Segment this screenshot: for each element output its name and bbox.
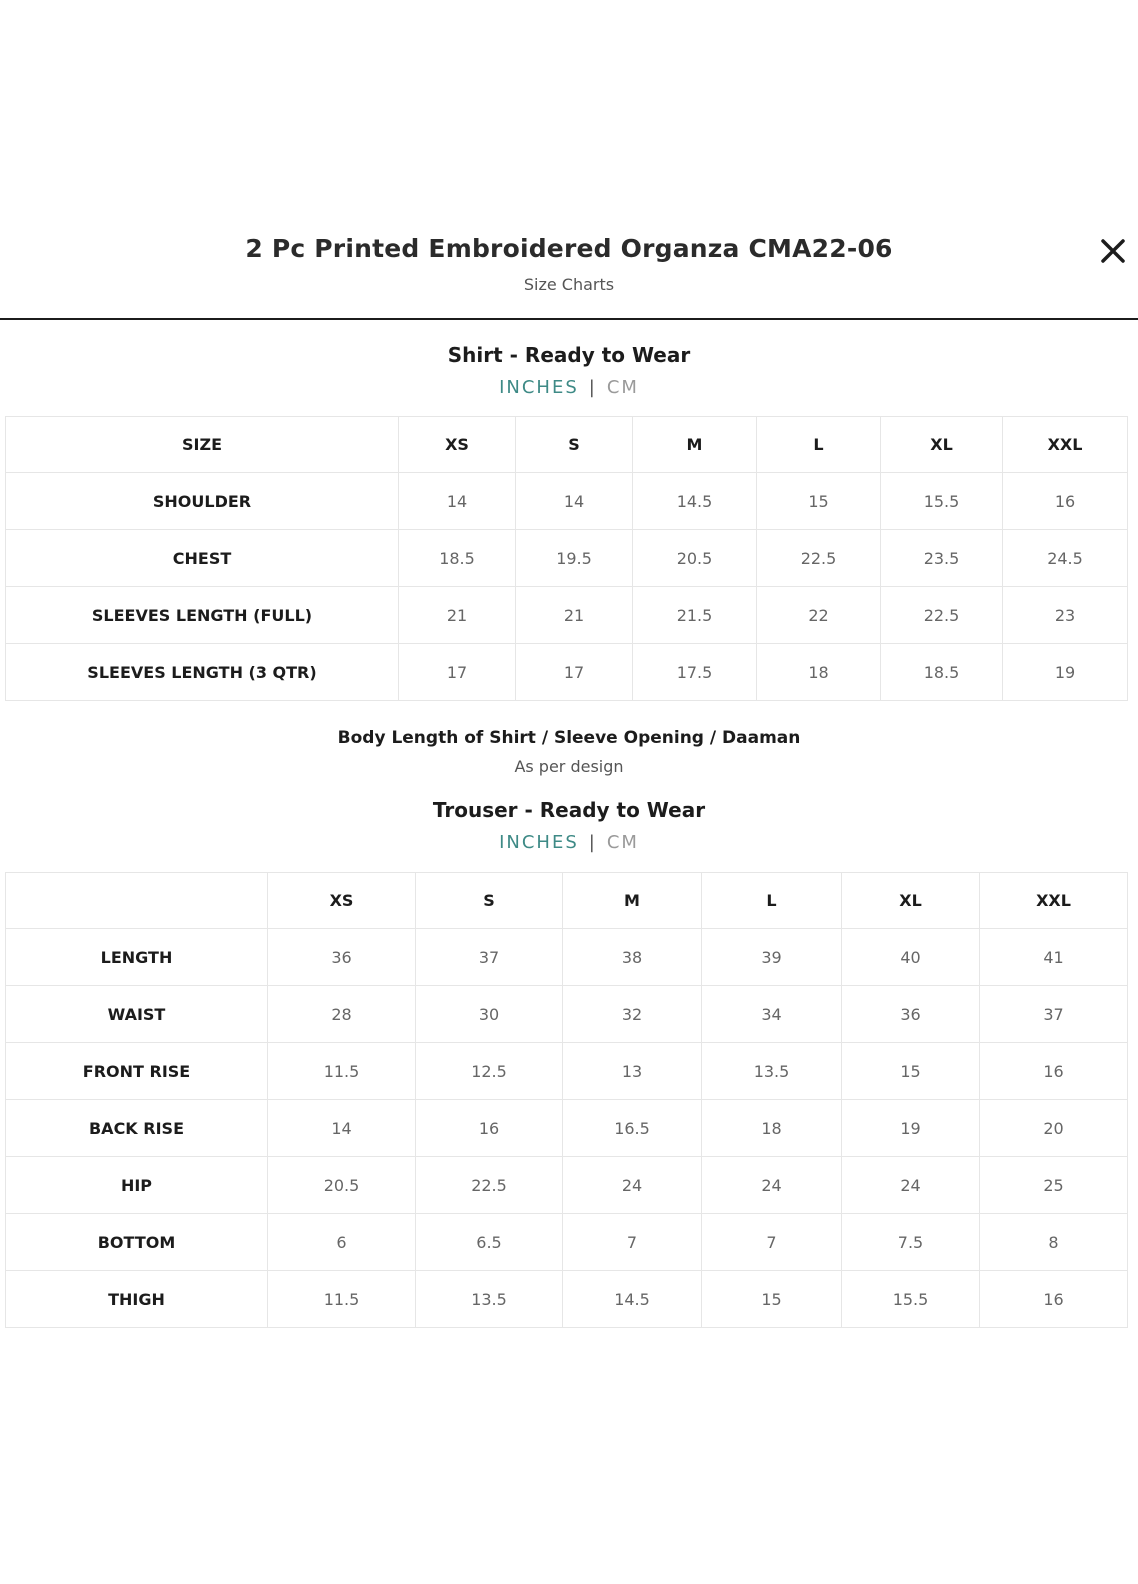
measurement-value: 16	[980, 1043, 1128, 1100]
measurement-label: SLEEVES LENGTH (FULL)	[6, 587, 399, 644]
modal-header	[0, 0, 1138, 320]
trouser-size-table	[5, 872, 1128, 1328]
measurement-value: 24	[563, 1157, 702, 1214]
measurement-value: 14.5	[563, 1271, 702, 1328]
trouser-unit-separator: |	[588, 832, 597, 853]
measurement-value: 14	[268, 1100, 416, 1157]
size-column-header: M	[563, 873, 702, 929]
measurement-value: 22.5	[881, 587, 1003, 644]
measurement-value: 11.5	[268, 1043, 416, 1100]
shirt-unit-inches[interactable]: INCHES	[499, 377, 579, 398]
table-row	[6, 1043, 1128, 1100]
measurement-value: 7	[563, 1214, 702, 1271]
size-column-header: M	[633, 417, 757, 473]
measurement-value: 24	[702, 1157, 842, 1214]
size-column-header: XXL	[980, 873, 1128, 929]
table-row	[6, 1100, 1128, 1157]
measurement-value: 32	[563, 986, 702, 1043]
measurement-value: 41	[980, 929, 1128, 986]
shirt-unit-cm[interactable]: CM	[606, 377, 639, 398]
trouser-unit-cm[interactable]: CM	[606, 832, 639, 853]
measurement-value: 7.5	[842, 1214, 980, 1271]
measurement-value: 12.5	[416, 1043, 563, 1100]
measurement-value: 20.5	[268, 1157, 416, 1214]
measurement-value: 25	[980, 1157, 1128, 1214]
measurement-value: 15	[757, 473, 881, 530]
empty-header-cell	[6, 873, 268, 929]
measurement-label: BOTTOM	[6, 1214, 268, 1271]
table-row	[6, 473, 1128, 530]
table-row	[6, 644, 1128, 701]
measurement-value: 36	[842, 986, 980, 1043]
size-header-cell: SIZE	[6, 417, 399, 473]
measurement-value: 19	[842, 1100, 980, 1157]
measurement-value: 17	[516, 644, 633, 701]
measurement-label: FRONT RISE	[6, 1043, 268, 1100]
measurement-value: 38	[563, 929, 702, 986]
measurement-value: 15.5	[842, 1271, 980, 1328]
size-column-header: S	[416, 873, 563, 929]
measurement-value: 23	[1003, 587, 1128, 644]
measurement-value: 36	[268, 929, 416, 986]
measurement-value: 17	[399, 644, 516, 701]
measurement-value: 14.5	[633, 473, 757, 530]
measurement-label: SHOULDER	[6, 473, 399, 530]
measurement-value: 13.5	[702, 1043, 842, 1100]
measurement-value: 6	[268, 1214, 416, 1271]
trouser-unit-inches[interactable]: INCHES	[499, 832, 579, 853]
measurement-value: 6.5	[416, 1214, 563, 1271]
size-column-header: XS	[399, 417, 516, 473]
measurement-value: 8	[980, 1214, 1128, 1271]
measurement-value: 15	[702, 1271, 842, 1328]
size-column-header: XL	[842, 873, 980, 929]
measurement-label: LENGTH	[6, 929, 268, 986]
measurement-label: THIGH	[6, 1271, 268, 1328]
trouser-section-title: Trouser - Ready to Wear	[432, 798, 706, 822]
measurement-value: 15	[842, 1043, 980, 1100]
measurement-value: 34	[702, 986, 842, 1043]
measurement-value: 24	[842, 1157, 980, 1214]
shirt-size-table	[5, 416, 1128, 701]
measurement-value: 18.5	[399, 530, 516, 587]
shirt-unit-toggle	[0, 377, 1138, 398]
measurement-value: 18	[702, 1100, 842, 1157]
header-divider	[0, 318, 1138, 320]
measurement-value: 16	[1003, 473, 1128, 530]
measurement-value: 22	[757, 587, 881, 644]
table-row	[6, 1214, 1128, 1271]
size-column-header: XL	[881, 417, 1003, 473]
size-column-header: XXL	[1003, 417, 1128, 473]
table-row	[6, 587, 1128, 644]
measurement-value: 39	[702, 929, 842, 986]
measurement-value: 22.5	[757, 530, 881, 587]
table-row	[6, 929, 1128, 986]
measurement-value: 37	[416, 929, 563, 986]
measurement-label: WAIST	[6, 986, 268, 1043]
measurement-value: 17.5	[633, 644, 757, 701]
size-column-header: L	[757, 417, 881, 473]
measurement-value: 21	[516, 587, 633, 644]
measurement-value: 14	[399, 473, 516, 530]
table-row	[6, 530, 1128, 587]
measurement-value: 11.5	[268, 1271, 416, 1328]
measurement-value: 24.5	[1003, 530, 1128, 587]
measurement-value: 7	[702, 1214, 842, 1271]
measurement-value: 20	[980, 1100, 1128, 1157]
body-length-note-subtitle: As per design	[514, 757, 624, 776]
size-charts-subtitle: Size Charts	[523, 275, 615, 294]
measurement-label: BACK RISE	[6, 1100, 268, 1157]
measurement-value: 13	[563, 1043, 702, 1100]
measurement-value: 40	[842, 929, 980, 986]
size-column-header: XS	[268, 873, 416, 929]
measurement-value: 21.5	[633, 587, 757, 644]
measurement-value: 21	[399, 587, 516, 644]
measurement-value: 18.5	[881, 644, 1003, 701]
measurement-value: 19	[1003, 644, 1128, 701]
table-row	[6, 1157, 1128, 1214]
measurement-label: HIP	[6, 1157, 268, 1214]
shirt-unit-separator: |	[588, 377, 597, 398]
close-button[interactable]	[1098, 236, 1128, 266]
measurement-value: 20.5	[633, 530, 757, 587]
measurement-value: 23.5	[881, 530, 1003, 587]
measurement-value: 16	[416, 1100, 563, 1157]
size-column-header: S	[516, 417, 633, 473]
table-header-row	[6, 417, 1128, 473]
close-icon	[1098, 236, 1128, 266]
measurement-label: CHEST	[6, 530, 399, 587]
measurement-value: 15.5	[881, 473, 1003, 530]
table-header-row	[6, 873, 1128, 929]
measurement-value: 22.5	[416, 1157, 563, 1214]
measurement-value: 14	[516, 473, 633, 530]
size-column-header: L	[702, 873, 842, 929]
measurement-value: 28	[268, 986, 416, 1043]
body-length-note-title: Body Length of Shirt / Sleeve Opening / Daaman	[337, 728, 801, 748]
shirt-section-title: Shirt - Ready to Wear	[447, 343, 691, 367]
measurement-value: 13.5	[416, 1271, 563, 1328]
measurement-value: 30	[416, 986, 563, 1043]
trouser-unit-toggle	[0, 832, 1138, 853]
measurement-value: 16	[980, 1271, 1128, 1328]
table-row	[6, 986, 1128, 1043]
table-row	[6, 1271, 1128, 1328]
measurement-value: 19.5	[516, 530, 633, 587]
measurement-value: 18	[757, 644, 881, 701]
product-title: 2 Pc Printed Embroidered Organza CMA22-06	[245, 234, 893, 263]
measurement-label: SLEEVES LENGTH (3 QTR)	[6, 644, 399, 701]
measurement-value: 37	[980, 986, 1128, 1043]
measurement-value: 16.5	[563, 1100, 702, 1157]
